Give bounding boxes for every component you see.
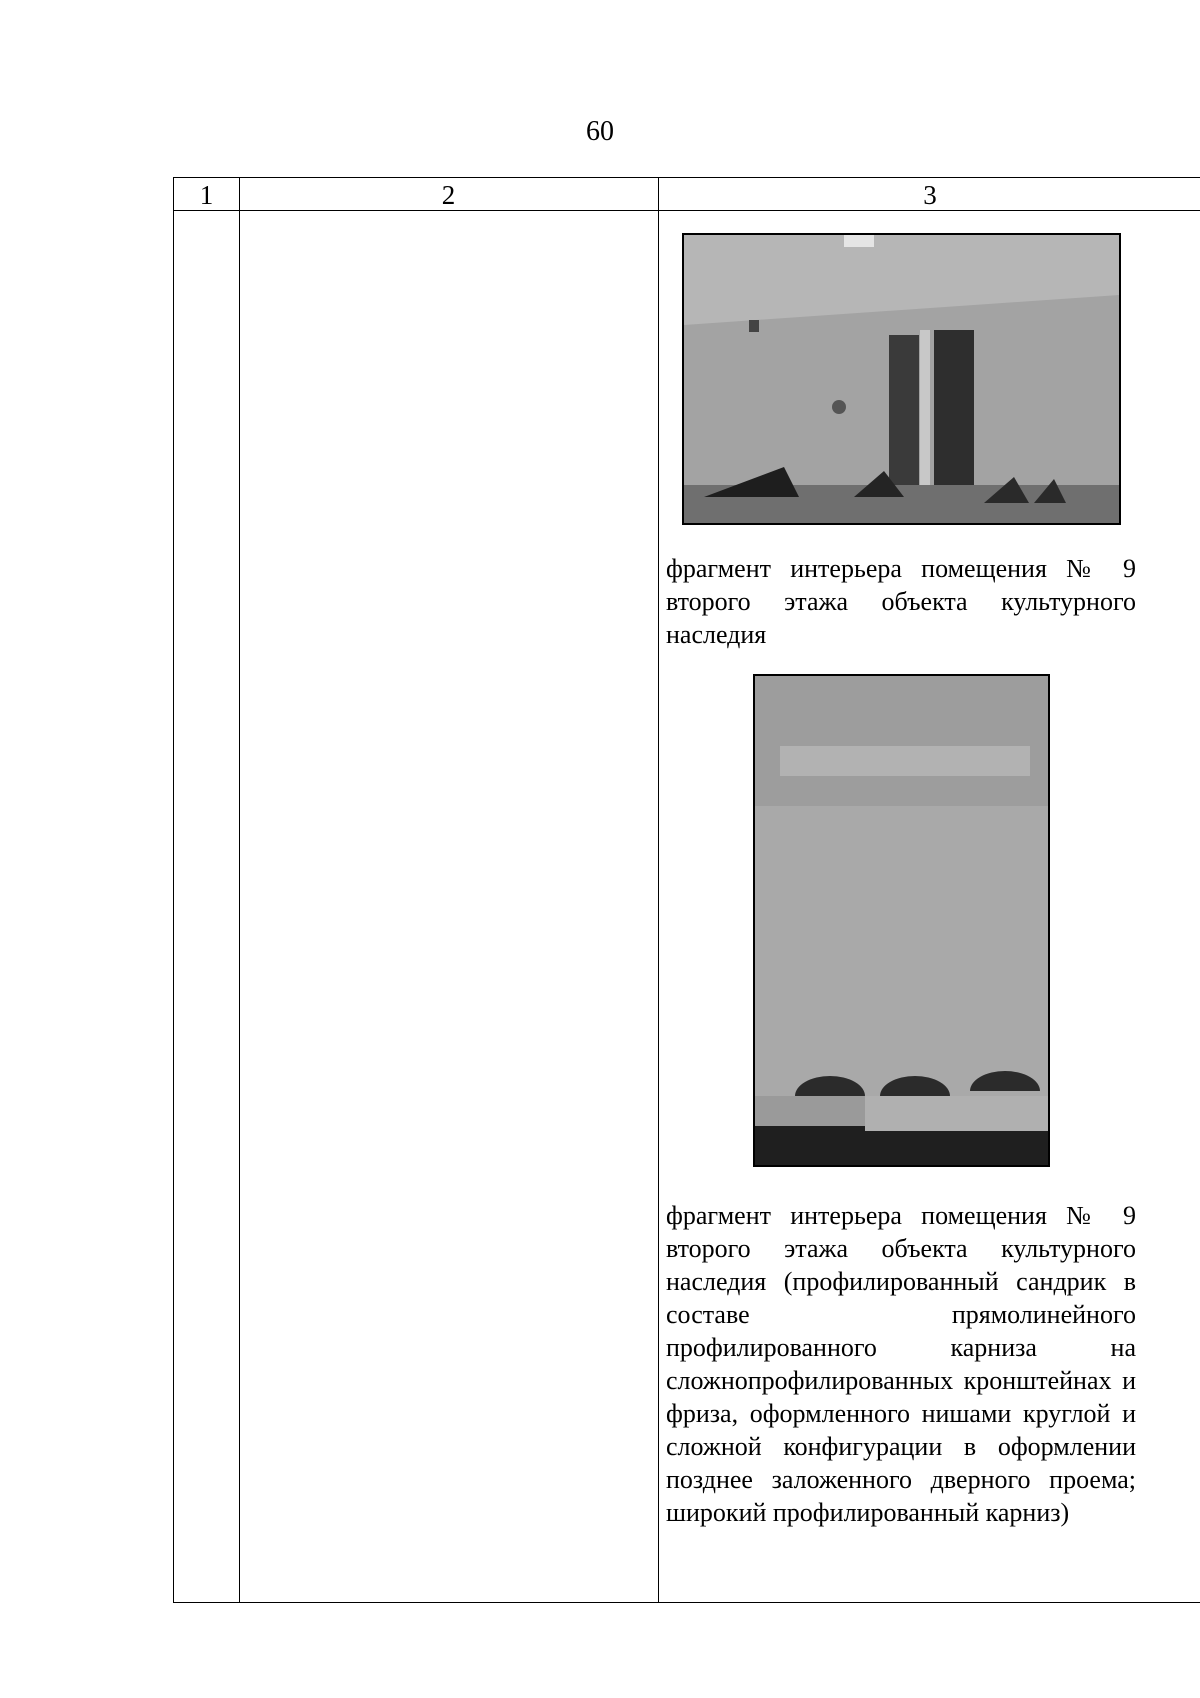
- photo-caption-2: фрагмент интерьера помещения № 9 второго этажа объекта культурного наследия (профилированный сандрик в составе прямолинейного профилированного карниза на сложнопрофилированных кронштейнах и фриза, оформленного нишами круглой и сложной конфигурации в оформлении позднее заложенного дверного проема; широкий профилированный карниз): [666, 1201, 1136, 1527]
- interior-photo-room-9: [682, 233, 1121, 525]
- column-header-2: 2: [441, 180, 456, 210]
- header-row-divider: [174, 210, 1200, 211]
- column-divider-1-2: [239, 178, 240, 1602]
- column-header-3: 3: [923, 180, 937, 210]
- wall-fragment-photo-room-9-image: [755, 676, 1048, 1165]
- column-divider-2-3: [658, 178, 659, 1602]
- page-number: 60: [586, 116, 614, 147]
- interior-photo-room-9-image: [684, 235, 1119, 523]
- document-table: [173, 177, 1200, 1603]
- photo-caption-1: фрагмент интерьера помещения № 9 второго этажа объекта культурного наследия: [666, 554, 1136, 649]
- column-header-1: 1: [199, 180, 214, 210]
- wall-fragment-photo-room-9: [753, 674, 1050, 1167]
